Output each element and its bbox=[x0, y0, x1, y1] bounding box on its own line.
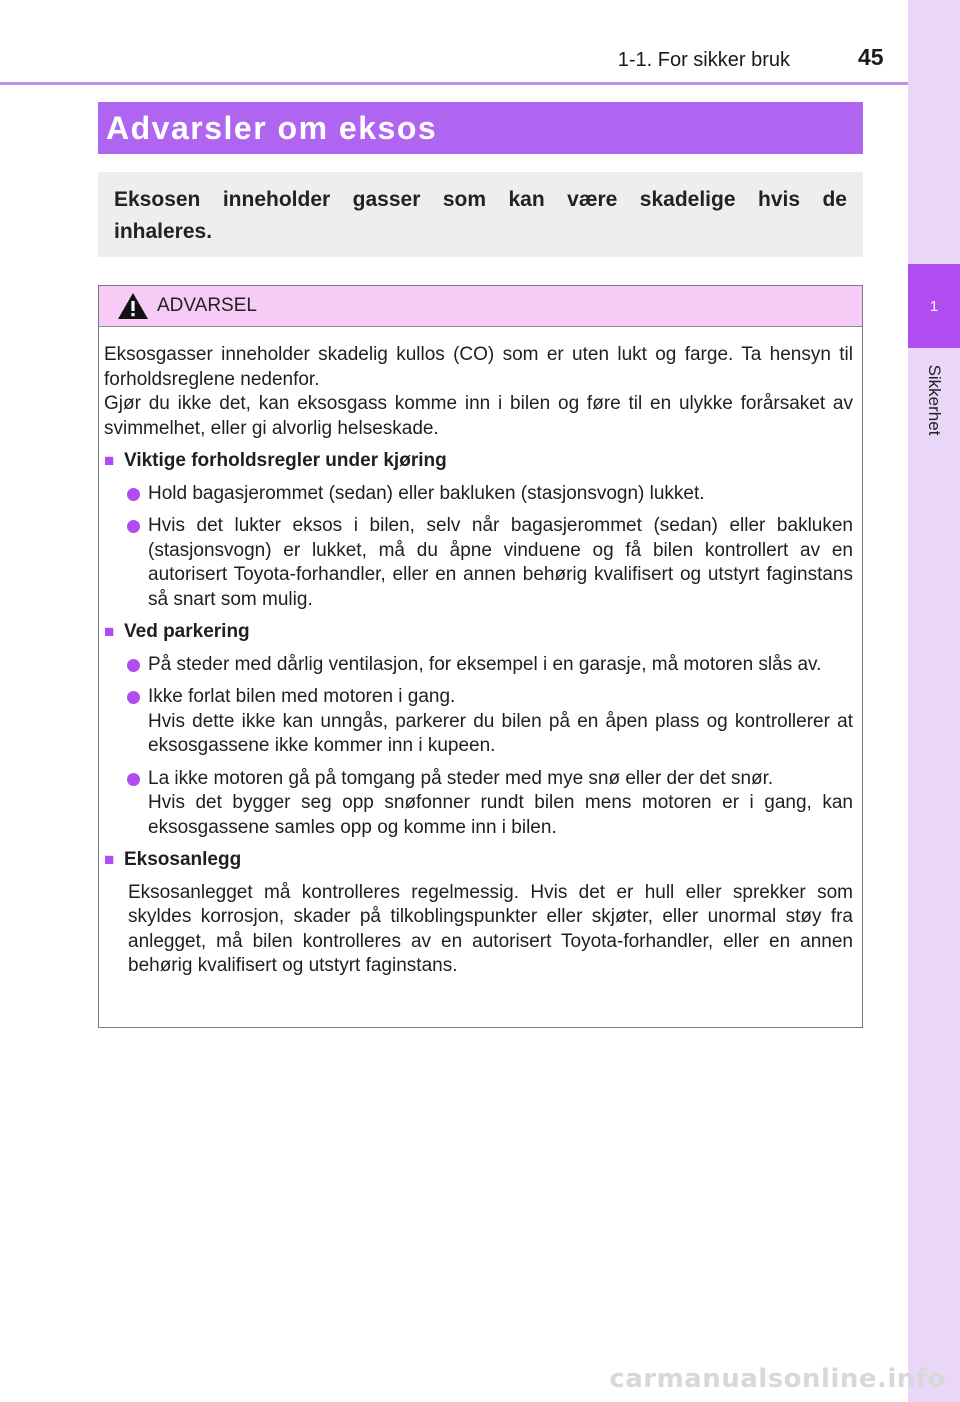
chapter-number-tab[interactable]: 1 bbox=[908, 264, 960, 348]
section-paragraph: Eksosanlegget må kontrolleres regelmessig. Hvis det er hull eller sprekker som skyldes korrosjon, skader på tilkoblingspunkter eller skjøter, eller unormal støy fra anlegget, må bilen kontrolleres av en autorisert Toyota-forhandler, eller en annen behørig kvalifisert og utstyrt faginstans. bbox=[128, 881, 853, 976]
list-item bbox=[125, 514, 853, 612]
page-number: 45 bbox=[858, 44, 884, 70]
list-item-text: Hvis det lukter eksos i bilen, selv når bagasjerommet (sedan) eller bakluken (stasjonsvogn) er lukket, må du åpne vinduene og få bilen kontrollert av en autorisert Toyota-forhandler, eller en annen behørig kvalifisert og utstyrt faginstans så snart som mulig. bbox=[148, 515, 853, 610]
list-item bbox=[125, 653, 853, 678]
section-heading bbox=[104, 620, 853, 645]
list-item-text: Hold bagasjerommet (sedan) eller bakluken (stasjonsvogn) lukket. bbox=[148, 482, 705, 504]
intro-text: Eksosen inneholder gasser som kan være skadelige hvis de inhaleres. bbox=[114, 188, 847, 243]
list-item-text: Hvis det bygger seg opp snøfonner rundt bilen mens motoren er i gang, kan eksosgassene samles opp og komme inn i bilen. bbox=[148, 792, 853, 838]
header-divider bbox=[0, 82, 908, 85]
list-item bbox=[125, 482, 853, 507]
square-bullet-icon: ■ bbox=[104, 622, 115, 641]
section-heading bbox=[104, 848, 853, 873]
warning-box bbox=[98, 285, 863, 1028]
section-heading bbox=[104, 449, 853, 474]
list-item-text: Hvis dette ikke kan unngås, parkerer du bilen på en åpen plass og kontrollerer at eksosgassene ikke kommer inn i kupeen. bbox=[148, 710, 853, 756]
circle-bullet-icon bbox=[127, 520, 140, 533]
warning-intro-line: Gjør du ikke det, kan eksosgass komme inn i bilen og føre til en ulykke forårsaket av svimmelhet, eller gi alvorlig helseskade. bbox=[104, 393, 853, 439]
circle-bullet-icon bbox=[127, 691, 140, 704]
chapter-label: Sikkerhet bbox=[925, 364, 944, 436]
section-header: 1-1. For sikker bruk bbox=[617, 49, 790, 71]
circle-bullet-icon bbox=[127, 773, 140, 786]
square-bullet-icon: ■ bbox=[104, 850, 115, 869]
section-heading-text: Eksosanlegg bbox=[124, 849, 242, 870]
list-item bbox=[125, 685, 853, 759]
section-heading-text: Viktige forholdsregler under kjøring bbox=[124, 450, 447, 471]
warning-label: ADVARSEL bbox=[157, 295, 257, 316]
list-item-text: La ikke motoren gå på tomgang på steder med mye snø eller der det snør. bbox=[148, 767, 774, 789]
intro-box bbox=[98, 172, 863, 257]
circle-bullet-icon bbox=[127, 488, 140, 501]
warning-header bbox=[99, 286, 862, 327]
warning-intro-line: Eksosgasser inneholder skadelig kullos (CO) som er uten lukt og farge. Ta hensyn til forholdsreglene nedenfor. bbox=[104, 344, 853, 390]
list-item bbox=[125, 767, 853, 841]
warning-intro bbox=[104, 343, 853, 441]
warning-triangle-icon bbox=[117, 292, 149, 320]
list-item-text: På steder med dårlig ventilasjon, for eksempel i en garasje, må motoren slås av. bbox=[148, 653, 822, 675]
page-title: Advarsler om eksos bbox=[106, 109, 438, 146]
circle-bullet-icon bbox=[127, 659, 140, 672]
side-tab-strip bbox=[908, 0, 960, 1402]
list-item-text: Ikke forlat bilen med motoren i gang. bbox=[148, 686, 456, 707]
title-bar bbox=[98, 102, 863, 154]
warning-body bbox=[99, 327, 862, 979]
watermark-link[interactable]: carmanualsonline.info bbox=[609, 1364, 946, 1394]
square-bullet-icon: ■ bbox=[104, 451, 115, 470]
section-heading-text: Ved parkering bbox=[124, 621, 250, 642]
